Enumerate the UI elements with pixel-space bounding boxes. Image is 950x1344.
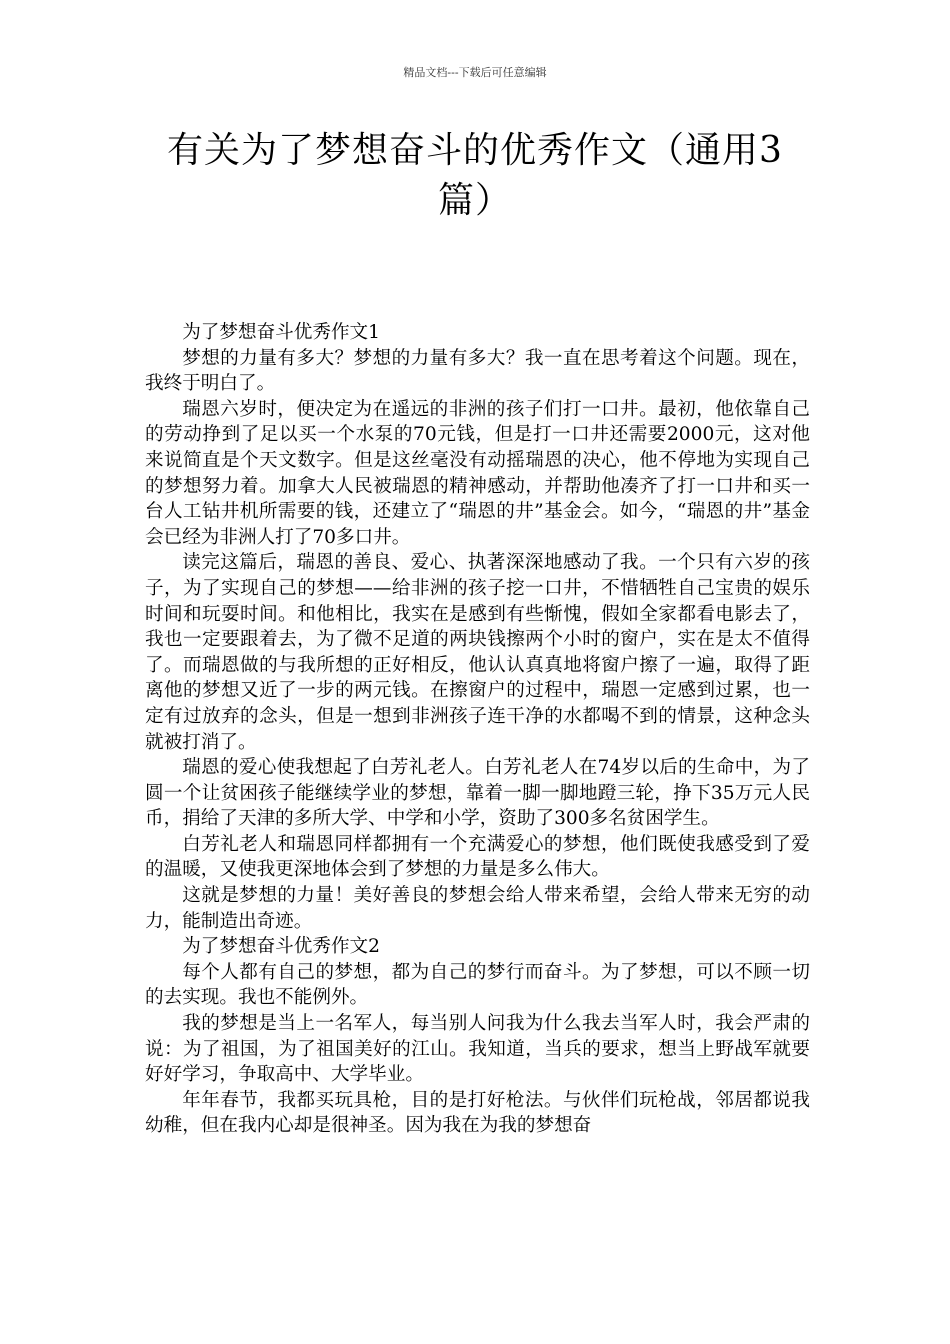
title-line-2: 篇） <box>437 180 512 221</box>
section-heading-2: 为了梦想奋斗优秀作文2 <box>182 936 380 958</box>
paragraph: 白芳礼老人和瑞恩同样都拥有一个充满爱心的梦想，他们既使我感受到了爱的温暖，又使我更深地体会到了梦想的力量是多么伟大。 <box>145 833 810 881</box>
document-body <box>145 320 810 1139</box>
paragraph: 瑞恩的爱心使我想起了白芳礼老人。白芳礼老人在74岁以后的生命中，为了圆一个让贫困孩子能继续学业的梦想，靠着一脚一脚地蹬三轮，挣下35万元人民币，捐给了天津的多所大学、中学和小学，资助了300多名贫困学生。 <box>145 757 810 830</box>
paragraph: 年年春节，我都买玩具枪，目的是打好枪法。与伙伴们玩枪战，邻居都说我幼稚，但在我内心却是很神圣。因为我在为我的梦想奋 <box>145 1089 810 1137</box>
paragraph: 每个人都有自己的梦想，都为自己的梦行而奋斗。为了梦想，可以不顾一切的去实现。我也不能例外。 <box>145 961 810 1009</box>
paragraph: 梦想的力量有多大？梦想的力量有多大？我一直在思考着这个问题。现在，我终于明白了。 <box>145 347 810 395</box>
paragraph: 读完这篇后，瑞恩的善良、爱心、执著深深地感动了我。一个只有六岁的孩子，为了实现自己的梦想——给非洲的孩子挖一口井，不惜牺牲自己宝贵的娱乐时间和玩耍时间。和他相比，我实在是感到有些惭愧，假如全家都看电影去了，我也一定要跟着去，为了微不足道的两块钱擦两个小时的窗户，实在是太不值得了。而瑞恩做的与我所想的正好相反，他认认真真地将窗户擦了一遍，取得了距离他的梦想又近了一步的两元钱。在擦窗户的过程中，瑞恩一定感到过累，也一定有过放弃的念头，但是一想到非洲孩子连干净的水都喝不到的情景，这种念头就被打消了。 <box>145 552 810 753</box>
document-title <box>140 126 810 226</box>
page-header: 精品文档---下载后可任意编辑 <box>403 66 547 79</box>
title-line-1: 有关为了梦想奋斗的优秀作文（通用3 <box>167 130 783 171</box>
paragraph: 这就是梦想的力量！美好善良的梦想会给人带来希望，会给人带来无穷的动力，能制造出奇迹。 <box>145 885 810 932</box>
section-heading-1: 为了梦想奋斗优秀作文1 <box>182 322 380 343</box>
paragraph: 我的梦想是当上一名军人，每当别人问我为什么我去当军人时，我会严肃的说：为了祖国，为了祖国美好的江山。我知道，当兵的要求，想当上野战军就要好好学习，争取高中、大学毕业。 <box>145 1013 810 1086</box>
paragraph: 瑞恩六岁时，便决定为在遥远的非洲的孩子们打一口井。最初，他依靠自己的劳动挣到了足以买一个水泵的70元钱，但是打一口井还需要2000元，这对他来说简直是个天文数字。但是这丝毫没有动摇瑞恩的决心，他不停地为实现自己的梦想努力着。加拿大人民被瑞恩的精神感动，并帮助他凑齐了打一口井和买一台人工钻井机所需要的钱，还建立了“瑞恩的井”基金会。如今，“瑞恩的井”基金会已经为非洲人打了70多口井。 <box>145 398 810 548</box>
